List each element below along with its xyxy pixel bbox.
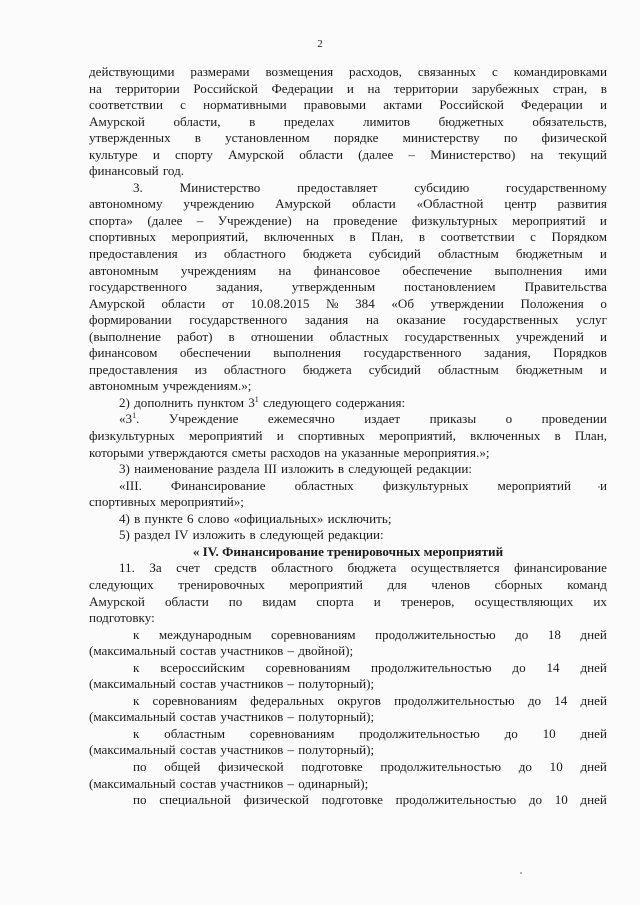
text-line: предоставления из областного бюджета субсидий областным бюджетным и <box>89 246 607 262</box>
text-line: « IV. Финансирование тренировочных мероприятий <box>192 543 504 559</box>
scan-speck <box>598 486 600 488</box>
text-line: (максимальный состав участников – полуторный); <box>89 709 375 725</box>
text-line: Амурской области от 10.08.2015 № 384 «Об утверждении Положения о <box>89 295 607 311</box>
text-line: спортивных мероприятий»; <box>89 494 244 510</box>
text-line: по общей физической подготовке продолжительностью до 10 дней <box>133 758 607 774</box>
text-line: Амурской области, в пределах лимитов бюджетных обязательств, <box>89 113 607 129</box>
text-line: которыми утверждаются сметы расходов на указанные мероприятия.»; <box>89 444 490 460</box>
text-line: автономным учреждениям на финансовое обеспечение выполнения ими <box>89 262 607 278</box>
text-line: утвержденных в установленном порядке министерству по физической <box>89 130 607 146</box>
text-line: к международным соревнованиям продолжительностью до 18 дней <box>133 626 607 642</box>
text-line: действующими размерами возмещения расходов, связанных с командировками <box>89 64 607 79</box>
text-line: (максимальный состав участников – полуторный); <box>89 676 375 692</box>
text-line: финансовом обеспечении выполнения государственного задания, Порядков <box>89 345 607 361</box>
text-line: 3. Министерство предоставляет субсидию государственному <box>133 179 607 195</box>
text-line: финансовый год. <box>89 163 185 179</box>
text-line: «III. Финансирование областных физкультурных мероприятий и <box>119 477 607 493</box>
text-line: «$3^1$. Учреждение ежемесячно издает приказы о проведении <box>119 411 607 427</box>
text-line: автономным учреждениям.»; <box>89 378 252 394</box>
text-line: к соревнованиям федеральных округов продолжительностью до 14 дней <box>133 692 607 708</box>
text-line: подготовку: <box>89 610 155 626</box>
text-line: спорта» (далее – Учреждение) на проведение физкультурных мероприятий и <box>89 212 607 228</box>
text-line: соответствии с нормативными правовыми актами Российской Федерации и <box>89 97 607 113</box>
text-line: 2) дополнить пунктом $3^1$ следующего содержания: <box>119 394 406 410</box>
text-line: Амурской области по видам спорта и тренеров, осуществляющих их <box>89 593 607 609</box>
text-line: государственного задания, утвержденным постановлением Правительства <box>89 279 607 295</box>
text-line: (максимальный состав участников – одинарный); <box>89 775 369 791</box>
document-body <box>89 64 607 809</box>
text-line: формировании государственного задания на оказание государственных услуг <box>89 312 607 328</box>
text-line: (максимальный состав участников – двойной); <box>89 643 354 659</box>
text-line: спортивных мероприятий, включенных в План, в соответствии с Порядком <box>89 229 607 245</box>
text-line: автономному учреждению Амурской области «Областной центр развития <box>89 196 607 212</box>
text-line: (максимальный состав участников – полуторный); <box>89 742 375 758</box>
text-line: 4) в пункте 6 слово «официальных» исключить; <box>119 510 392 526</box>
text-line: (выполнение работ) в отношении областных государственных учреждений и <box>89 328 607 344</box>
text-line: к областным соревнованиям продолжительностью до 10 дней <box>133 725 607 741</box>
text-line: физкультурных мероприятий и спортивных мероприятий, включенных в План, <box>89 428 607 444</box>
page-number: 2 <box>317 38 323 50</box>
text-line: на территории Российской Федерации и на территории зарубежных стран, в <box>89 80 607 96</box>
text-line: 5) раздел IV изложить в следующей редакции: <box>119 527 384 543</box>
text-line: 11. За счет средств областного бюджета осуществляется финансирование <box>119 560 607 576</box>
scan-speck <box>520 872 522 874</box>
text-line: следующих тренировочных мероприятий для членов сборных команд <box>89 576 607 592</box>
text-line: предоставления из областного бюджета субсидий областным бюджетным и <box>89 361 607 377</box>
text-line: по специальной физической подготовке продолжительностью до 10 дней <box>133 792 607 808</box>
text-line: к всероссийским соревнованиям продолжительностью до 14 дней <box>133 659 607 675</box>
text-line: 3) наименование раздела III изложить в следующей редакции: <box>119 461 473 477</box>
text-line: культуре и спорту Амурской области (далее – Министерство) на текущий <box>89 146 607 162</box>
